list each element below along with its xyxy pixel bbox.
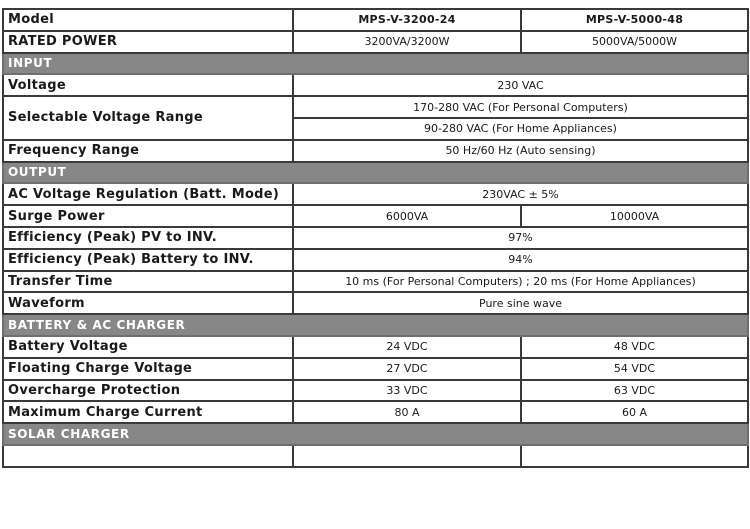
section-solar-title: SOLAR CHARGER bbox=[3, 423, 748, 445]
max-charge-current-label: Maximum Charge Current bbox=[3, 401, 293, 423]
selectable-voltage-value-pc: 170-280 VAC (For Personal Computers) bbox=[293, 96, 748, 118]
section-input bbox=[3, 53, 748, 75]
ac-regulation-label: AC Voltage Regulation (Batt. Mode) bbox=[3, 183, 293, 205]
waveform-value: Pure sine wave bbox=[293, 292, 748, 314]
ac-regulation-row bbox=[3, 183, 748, 205]
selectable-voltage-value-appliance: 90-280 VAC (For Home Appliances) bbox=[293, 118, 748, 140]
eff-pv-value: 97% bbox=[293, 227, 748, 249]
overcharge-row bbox=[3, 380, 748, 402]
model-row bbox=[3, 9, 748, 31]
model-name-1: MPS-V-3200-24 bbox=[293, 9, 521, 31]
frequency-label: Frequency Range bbox=[3, 140, 293, 162]
rated-power-label: RATED POWER bbox=[3, 31, 293, 53]
voltage-row bbox=[3, 74, 748, 96]
surge-power-value-1: 6000VA bbox=[293, 205, 521, 227]
model-label: Model bbox=[3, 9, 293, 31]
solar-cutoff-value-2 bbox=[521, 445, 748, 467]
section-solar bbox=[3, 423, 748, 445]
eff-batt-label: Efficiency (Peak) Battery to INV. bbox=[3, 249, 293, 271]
waveform-row bbox=[3, 292, 748, 314]
transfer-time-value: 10 ms (For Personal Computers) ; 20 ms (For Home Appliances) bbox=[293, 271, 748, 293]
eff-pv-label: Efficiency (Peak) PV to INV. bbox=[3, 227, 293, 249]
floating-charge-value-2: 54 VDC bbox=[521, 358, 748, 380]
floating-charge-value-1: 27 VDC bbox=[293, 358, 521, 380]
waveform-label: Waveform bbox=[3, 292, 293, 314]
overcharge-value-2: 63 VDC bbox=[521, 380, 748, 402]
rated-power-row bbox=[3, 31, 748, 53]
selectable-voltage-row bbox=[3, 96, 748, 118]
max-charge-current-value-1: 80 A bbox=[293, 401, 521, 423]
section-battery bbox=[3, 314, 748, 336]
section-output bbox=[3, 162, 748, 184]
max-charge-current-value-2: 60 A bbox=[521, 401, 748, 423]
rated-power-value-1: 3200VA/3200W bbox=[293, 31, 521, 53]
eff-pv-row bbox=[3, 227, 748, 249]
rated-power-value-2: 5000VA/5000W bbox=[521, 31, 748, 53]
transfer-time-label: Transfer Time bbox=[3, 271, 293, 293]
section-input-title: INPUT bbox=[3, 53, 748, 75]
spec-table bbox=[2, 8, 749, 468]
battery-voltage-label: Battery Voltage bbox=[3, 336, 293, 358]
overcharge-label: Overcharge Protection bbox=[3, 380, 293, 402]
floating-charge-label: Floating Charge Voltage bbox=[3, 358, 293, 380]
frequency-row bbox=[3, 140, 748, 162]
voltage-label: Voltage bbox=[3, 74, 293, 96]
voltage-value: 230 VAC bbox=[293, 74, 748, 96]
section-output-title: OUTPUT bbox=[3, 162, 748, 184]
transfer-time-row bbox=[3, 271, 748, 293]
battery-voltage-value-2: 48 VDC bbox=[521, 336, 748, 358]
solar-cutoff-label bbox=[3, 445, 293, 467]
max-charge-current-row bbox=[3, 401, 748, 423]
section-battery-title: BATTERY & AC CHARGER bbox=[3, 314, 748, 336]
battery-voltage-value-1: 24 VDC bbox=[293, 336, 521, 358]
battery-voltage-row bbox=[3, 336, 748, 358]
solar-cutoff-row bbox=[3, 445, 748, 467]
floating-charge-row bbox=[3, 358, 748, 380]
eff-batt-row bbox=[3, 249, 748, 271]
model-name-2: MPS-V-5000-48 bbox=[521, 9, 748, 31]
frequency-value: 50 Hz/60 Hz (Auto sensing) bbox=[293, 140, 748, 162]
surge-power-label: Surge Power bbox=[3, 205, 293, 227]
surge-power-value-2: 10000VA bbox=[521, 205, 748, 227]
overcharge-value-1: 33 VDC bbox=[293, 380, 521, 402]
selectable-voltage-label: Selectable Voltage Range bbox=[3, 96, 293, 140]
solar-cutoff-value-1 bbox=[293, 445, 521, 467]
eff-batt-value: 94% bbox=[293, 249, 748, 271]
surge-power-row bbox=[3, 205, 748, 227]
ac-regulation-value: 230VAC ± 5% bbox=[293, 183, 748, 205]
